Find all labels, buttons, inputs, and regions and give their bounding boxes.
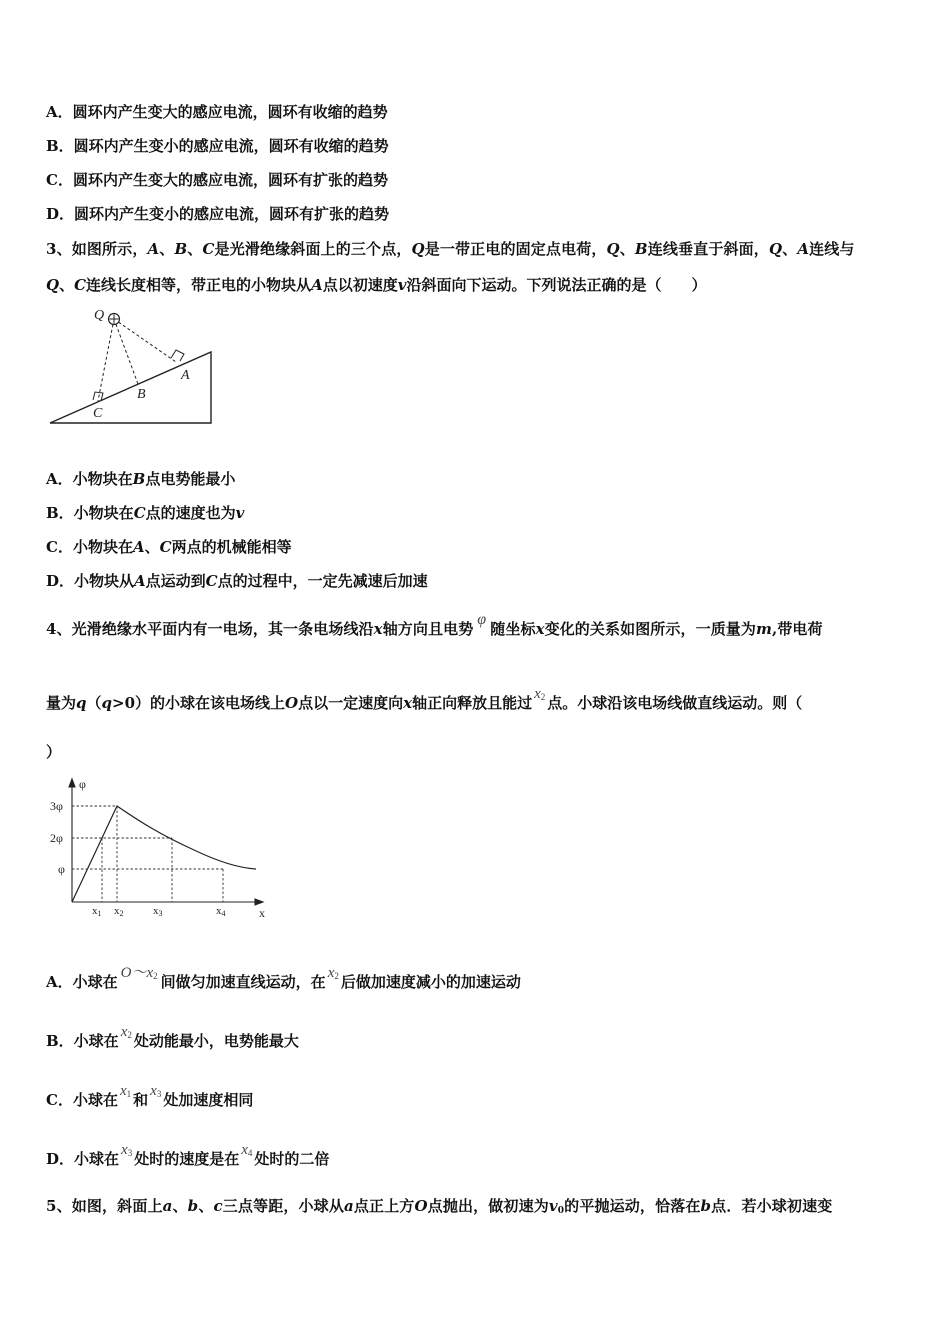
x-tick-x1: x1 [92,905,102,918]
x-tick-x2: x2 [114,905,124,918]
q3-option-d: D．小物块从A点运动到C点的过程中，一定先减速后加速 [46,572,428,590]
point-charge-icon [109,314,120,325]
x-tick-x3: x3 [153,905,163,918]
label-b: B [137,387,146,402]
q2-option-d: D．圆环内产生变小的感应电流，圆环有扩张的趋势 [46,205,390,223]
q3-incline-figure [40,300,225,430]
q3-stem-line1: 3、如图所示，A、B、C是光滑绝缘斜面上的三个点，Q是一带正电的固定点电荷，Q、B连线垂直于斜面，Q、A连线与 [46,240,855,258]
x-tick-x4: x4 [216,905,226,918]
q4-potential-graph [44,776,276,924]
q2-option-c: C．圆环内产生变大的感应电流，圆环有扩张的趋势 [46,171,388,189]
q3-stem-line2: Q、C连线长度相等，带正电的小物块从A点以初速度v沿斜面向下运动。下列说法正确的是（ ） [46,276,707,294]
q3-option-b: B．小物块在C点的速度也为v [46,504,245,522]
q4-option-a: A．小球在 $O\sim x_2$ 间做匀加速直线运动，在 $x_2$ 后做加速度减小的加速运动 [46,965,521,991]
y-tick-2phi: 2φ [50,831,63,845]
label-a: A [181,368,190,383]
q4-option-d: D．小球在 $x_3$ 处时的速度是在 $x_4$ 处时的二倍 [46,1142,330,1168]
y-tick-phi: φ [58,862,65,876]
x-axis-label: x [259,906,265,920]
q3-option-c: C．小物块在A、C两点的机械能相等 [46,538,292,556]
label-q: Q [94,308,105,323]
q2-option-a: A．圆环内产生变大的感应电流，圆环有收缩的趋势 [46,103,388,121]
y-tick-3phi: 3φ [50,799,63,813]
q5-stem-line1: 5、如图，斜面上a、b、c三点等距，小球从a点正上方O点抛出，做初速为$v_0$的平抛运动，恰落在b点．若小球初速变 [46,1197,833,1216]
q3-option-a: A．小物块在B点电势能最小 [46,470,236,488]
y-axis-label: φ [79,777,86,791]
label-c: C [93,406,103,421]
q4-option-c: C．小球在 $x_1$ 和 $x_3$ 处加速度相同 [46,1083,254,1109]
q4-option-b: B．小球在 $x_2$ 处动能最小，电势能最大 [46,1024,299,1050]
q2-option-b: B．圆环内产生变小的感应电流，圆环有收缩的趋势 [46,137,389,155]
q4-stem-line1: 4、光滑绝缘水平面内有一电场，其一条电场线沿x轴方向且电势φ随坐标x变化的关系如图所示，一质量为m,带电荷 [46,611,823,638]
q4-stem-line2: 量为q（q>0）的小球在该电场线上O点以一定速度向x轴正向释放且能过 $x_2$ 点。小球沿该电场线做直线运动。则（ [46,686,803,712]
q4-stem-line3: ） [46,743,62,761]
